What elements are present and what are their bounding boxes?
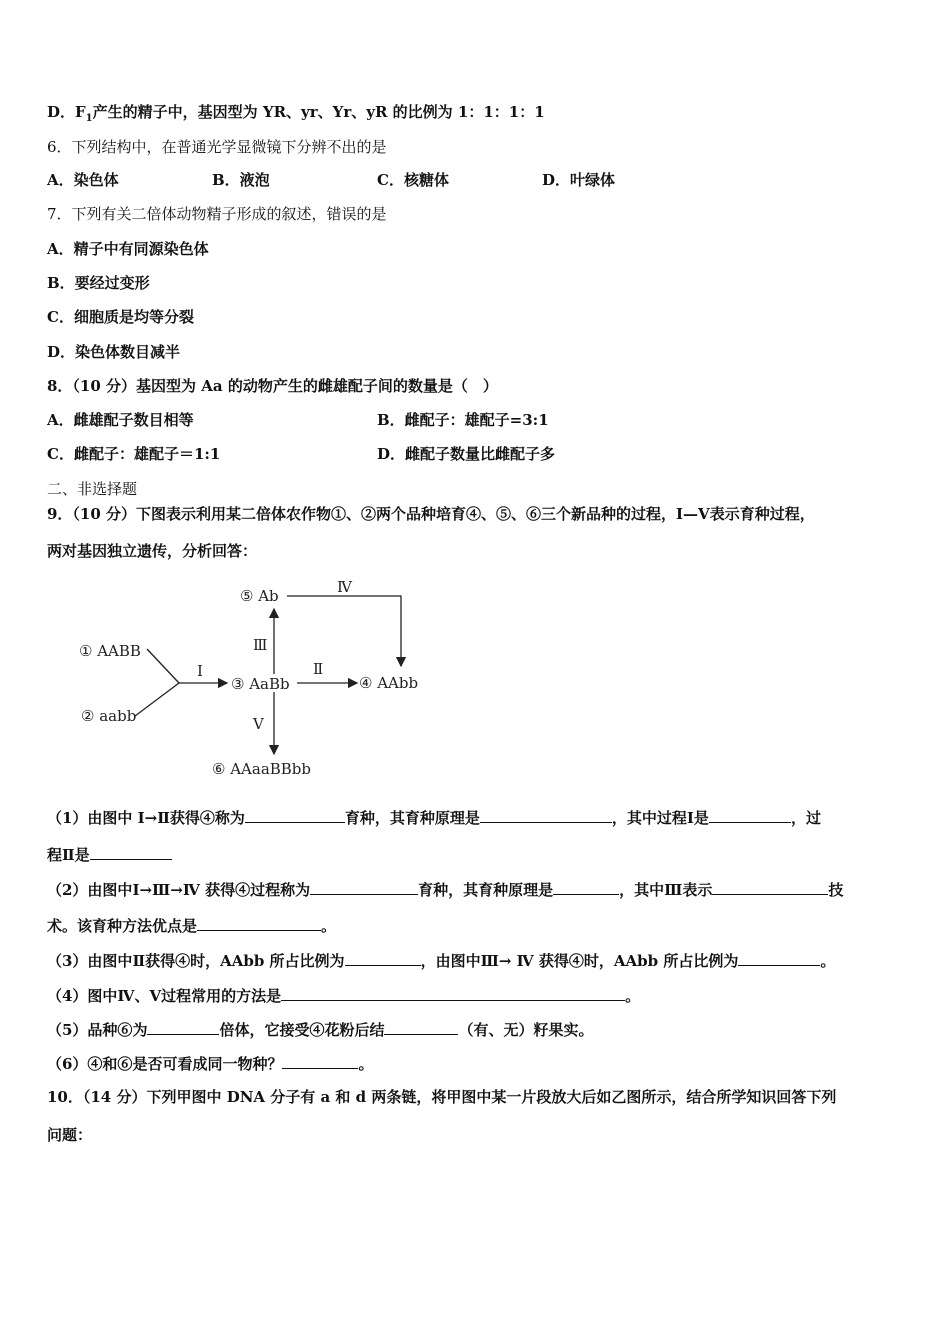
node-6: ⑥ AAaaBBbb (212, 760, 312, 778)
q9-stem-line2: 两对基因独立遗传，分析回答： (47, 542, 258, 560)
q9-sub4: （4）图中Ⅳ、Ⅴ过程常用的方法是 。 (47, 987, 641, 1005)
label-process-1: Ⅰ (197, 662, 203, 680)
q9-sub2-line1: （2）由图中Ⅰ→Ⅲ→Ⅳ 获得④过程称为 育种，其育种原理是 ，其中Ⅲ表示 技 (47, 881, 844, 899)
q9-sub5: （5）品种⑥为 倍体，它接受④花粉后结 （有、无）籽果实。 (47, 1021, 594, 1039)
q10-stem-line2: 问题： (47, 1126, 93, 1144)
q7-option-b: B．要经过变形 (47, 274, 150, 292)
q8-option-d: D．雌配子数量比雌配子多 (377, 445, 556, 463)
q8-option-b: B．雌配子：雄配子=3:1 (377, 411, 549, 429)
q8-stem: 8．（10 分）基因型为 Aa 的动物产生的雌雄配子间的数量是（ ） (47, 377, 498, 395)
label-process-3: Ⅲ (253, 636, 268, 654)
q7-option-a: A．精子中有同源染色体 (47, 240, 209, 258)
node-2: ② aabb (81, 707, 137, 725)
q9-sub1-line1: （1）由图中 Ⅰ→Ⅱ获得④称为 育种，其育种原理是 ，其中过程Ⅰ是 ，过 (47, 809, 821, 827)
label-process-5: Ⅴ (253, 715, 264, 733)
q10-stem-line1: 10．（14 分）下列甲图中 DNA 分子有 a 和 d 两条链，将甲图中某一片段放大后如乙图所示，结合所学知识回答下列 (47, 1088, 837, 1106)
q6-option-a: A．染色体 (47, 171, 119, 189)
q7-stem: 7．下列有关二倍体动物精子形成的叙述，错误的是 (47, 205, 387, 223)
q5-option-d: D．$F_1$产生的精子中，基因型为 YR、yr、Yr、yR 的比例为 1：1：1：1 (47, 103, 545, 124)
q9-sub3: （3）由图中Ⅱ获得④时，AAbb 所占比例为 ，由图中Ⅲ→ Ⅳ 获得④时，AAbb 所占比例为 。 (47, 952, 836, 970)
q9-stem-line1: 9．（10 分）下图表示利用某二倍体农作物①、②两个品种培育④、⑤、⑥三个新品种的过程，Ⅰ—Ⅴ表示育种过程， (47, 505, 815, 523)
q6-option-b: B．液泡 (212, 171, 270, 189)
node-4: ④ AAbb (359, 674, 419, 692)
q8-option-c: C．雌配子：雄配子＝1:1 (47, 445, 221, 463)
q6-stem: 6．下列结构中，在普通光学显微镜下分辨不出的是 (47, 138, 387, 156)
q9-sub1-line2: 程Ⅱ是 (47, 844, 172, 865)
label-process-4: Ⅳ (337, 578, 352, 596)
arrow-process-4 (287, 596, 401, 666)
line-n1-junction (147, 649, 179, 683)
node-1: ① AABB (79, 642, 141, 660)
node-5: ⑤ Ab (240, 587, 279, 605)
label-process-2: Ⅱ (313, 660, 324, 678)
q6-option-c: C．核糖体 (377, 171, 449, 189)
section-heading: 二、非选择题 (47, 480, 138, 498)
q6-option-d: D．叶绿体 (542, 171, 616, 189)
q7-option-d: D．染色体数目减半 (47, 343, 181, 361)
node-3: ③ AaBb (231, 675, 290, 693)
q7-option-c: C．细胞质是均等分裂 (47, 308, 194, 326)
q8-option-a: A．雌雄配子数目相等 (47, 411, 194, 429)
q9-sub6: （6）④和⑥是否可看成同一物种？ 。 (47, 1055, 374, 1073)
line-n2-junction (135, 683, 179, 716)
breeding-diagram (75, 572, 435, 782)
q9-sub2-line2: 术。该育种方法优点是 。 (47, 917, 337, 935)
